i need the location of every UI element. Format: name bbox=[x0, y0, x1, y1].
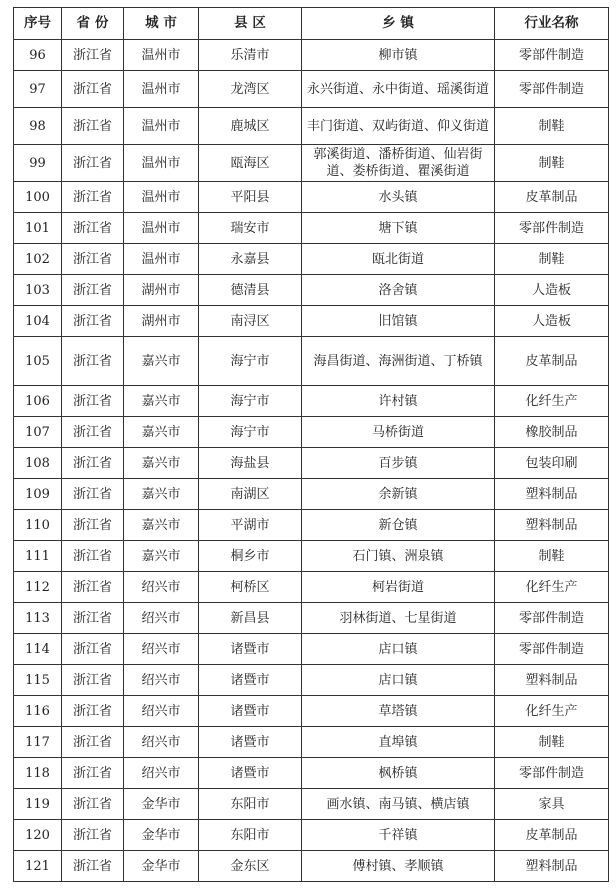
county-cell: 平阳县 bbox=[199, 182, 302, 213]
table-row bbox=[14, 108, 609, 145]
province-cell: 浙江省 bbox=[62, 417, 124, 448]
city-cell: 嘉兴市 bbox=[124, 417, 199, 448]
industry-cell: 零部件制造 bbox=[495, 603, 609, 634]
county-cell: 柯桥区 bbox=[199, 572, 302, 603]
town-cell: 新仓镇 bbox=[302, 510, 495, 541]
county-cell: 瑞安市 bbox=[199, 213, 302, 244]
county-cell: 诸暨市 bbox=[199, 727, 302, 758]
province-cell: 浙江省 bbox=[62, 337, 124, 386]
industry-cell: 塑料制品 bbox=[495, 510, 609, 541]
industry-cell: 皮革制品 bbox=[495, 182, 609, 213]
county-cell: 海盐县 bbox=[199, 448, 302, 479]
province-cell: 浙江省 bbox=[62, 145, 124, 182]
table-row bbox=[14, 337, 609, 386]
county-cell: 海宁市 bbox=[199, 417, 302, 448]
row-number: 105 bbox=[14, 337, 62, 386]
row-number: 113 bbox=[14, 603, 62, 634]
row-number: 97 bbox=[14, 71, 62, 108]
table-row bbox=[14, 634, 609, 665]
row-number: 116 bbox=[14, 696, 62, 727]
city-cell: 温州市 bbox=[124, 40, 199, 71]
industry-cell: 制鞋 bbox=[495, 727, 609, 758]
table-row bbox=[14, 665, 609, 696]
city-cell: 温州市 bbox=[124, 213, 199, 244]
town-cell: 马桥街道 bbox=[302, 417, 495, 448]
city-cell: 绍兴市 bbox=[124, 727, 199, 758]
town-cell: 直埠镇 bbox=[302, 727, 495, 758]
industry-cell: 零部件制造 bbox=[495, 634, 609, 665]
city-cell: 嘉兴市 bbox=[124, 541, 199, 572]
industry-cell: 零部件制造 bbox=[495, 71, 609, 108]
county-cell: 东阳市 bbox=[199, 820, 302, 851]
city-cell: 温州市 bbox=[124, 145, 199, 182]
province-cell: 浙江省 bbox=[62, 758, 124, 789]
city-cell: 温州市 bbox=[124, 244, 199, 275]
town-cell: 水头镇 bbox=[302, 182, 495, 213]
row-number: 110 bbox=[14, 510, 62, 541]
industry-cell: 制鞋 bbox=[495, 541, 609, 572]
industry-cell: 零部件制造 bbox=[495, 40, 609, 71]
row-number: 109 bbox=[14, 479, 62, 510]
row-number: 101 bbox=[14, 213, 62, 244]
industry-cell: 化纤生产 bbox=[495, 572, 609, 603]
town-cell: 余新镇 bbox=[302, 479, 495, 510]
table-row bbox=[14, 40, 609, 71]
city-cell: 绍兴市 bbox=[124, 665, 199, 696]
city-cell: 嘉兴市 bbox=[124, 337, 199, 386]
city-cell: 绍兴市 bbox=[124, 634, 199, 665]
table-row bbox=[14, 851, 609, 882]
industry-cell: 制鞋 bbox=[495, 244, 609, 275]
table-row bbox=[14, 275, 609, 306]
city-cell: 绍兴市 bbox=[124, 572, 199, 603]
province-cell: 浙江省 bbox=[62, 448, 124, 479]
industry-cell: 塑料制品 bbox=[495, 479, 609, 510]
city-cell: 金华市 bbox=[124, 851, 199, 882]
town-cell: 洛舍镇 bbox=[302, 275, 495, 306]
table-row bbox=[14, 696, 609, 727]
county-cell: 德清县 bbox=[199, 275, 302, 306]
town-cell: 枫桥镇 bbox=[302, 758, 495, 789]
header-county: 县 区 bbox=[199, 8, 302, 40]
industry-cell: 制鞋 bbox=[495, 108, 609, 145]
province-cell: 浙江省 bbox=[62, 108, 124, 145]
table-row bbox=[14, 306, 609, 337]
city-cell: 嘉兴市 bbox=[124, 448, 199, 479]
city-cell: 湖州市 bbox=[124, 306, 199, 337]
province-cell: 浙江省 bbox=[62, 386, 124, 417]
row-number: 114 bbox=[14, 634, 62, 665]
province-cell: 浙江省 bbox=[62, 510, 124, 541]
county-cell: 平湖市 bbox=[199, 510, 302, 541]
town-cell: 店口镇 bbox=[302, 634, 495, 665]
town-cell: 旧馆镇 bbox=[302, 306, 495, 337]
table-row bbox=[14, 244, 609, 275]
town-cell: 画水镇、南马镇、横店镇 bbox=[302, 789, 495, 820]
header-industry: 行业名称 bbox=[495, 8, 609, 40]
city-cell: 嘉兴市 bbox=[124, 386, 199, 417]
row-number: 98 bbox=[14, 108, 62, 145]
town-cell: 店口镇 bbox=[302, 665, 495, 696]
province-cell: 浙江省 bbox=[62, 479, 124, 510]
industry-cell: 塑料制品 bbox=[495, 665, 609, 696]
county-cell: 鹿城区 bbox=[199, 108, 302, 145]
industry-cell: 皮革制品 bbox=[495, 820, 609, 851]
industry-cell: 家具 bbox=[495, 789, 609, 820]
city-cell: 金华市 bbox=[124, 789, 199, 820]
county-cell: 瓯海区 bbox=[199, 145, 302, 182]
industry-cell: 人造板 bbox=[495, 275, 609, 306]
province-cell: 浙江省 bbox=[62, 213, 124, 244]
table-body bbox=[14, 40, 609, 882]
county-cell: 新昌县 bbox=[199, 603, 302, 634]
province-cell: 浙江省 bbox=[62, 306, 124, 337]
city-cell: 绍兴市 bbox=[124, 696, 199, 727]
province-cell: 浙江省 bbox=[62, 541, 124, 572]
county-cell: 东阳市 bbox=[199, 789, 302, 820]
table-row bbox=[14, 572, 609, 603]
city-cell: 金华市 bbox=[124, 820, 199, 851]
row-number: 99 bbox=[14, 145, 62, 182]
row-number: 106 bbox=[14, 386, 62, 417]
city-cell: 温州市 bbox=[124, 71, 199, 108]
province-cell: 浙江省 bbox=[62, 665, 124, 696]
table-row bbox=[14, 758, 609, 789]
row-number: 100 bbox=[14, 182, 62, 213]
county-cell: 乐清市 bbox=[199, 40, 302, 71]
city-cell: 温州市 bbox=[124, 182, 199, 213]
town-cell: 石门镇、洲泉镇 bbox=[302, 541, 495, 572]
city-cell: 湖州市 bbox=[124, 275, 199, 306]
city-cell: 嘉兴市 bbox=[124, 479, 199, 510]
province-cell: 浙江省 bbox=[62, 182, 124, 213]
header-town: 乡 镇 bbox=[302, 8, 495, 40]
row-number: 118 bbox=[14, 758, 62, 789]
table-row bbox=[14, 603, 609, 634]
row-number: 117 bbox=[14, 727, 62, 758]
city-cell: 温州市 bbox=[124, 108, 199, 145]
table-row bbox=[14, 727, 609, 758]
county-cell: 海宁市 bbox=[199, 386, 302, 417]
town-cell: 永兴街道、永中街道、瑶溪街道 bbox=[302, 71, 495, 108]
table-row bbox=[14, 417, 609, 448]
town-cell: 许村镇 bbox=[302, 386, 495, 417]
town-cell: 柯岩街道 bbox=[302, 572, 495, 603]
row-number: 120 bbox=[14, 820, 62, 851]
industry-table-container bbox=[13, 7, 609, 882]
table-row bbox=[14, 541, 609, 572]
county-cell: 桐乡市 bbox=[199, 541, 302, 572]
table-row bbox=[14, 479, 609, 510]
county-cell: 南浔区 bbox=[199, 306, 302, 337]
town-cell: 草塔镇 bbox=[302, 696, 495, 727]
row-number: 119 bbox=[14, 789, 62, 820]
industry-cell: 化纤生产 bbox=[495, 696, 609, 727]
header-city: 城 市 bbox=[124, 8, 199, 40]
county-cell: 诸暨市 bbox=[199, 696, 302, 727]
header-no: 序号 bbox=[14, 8, 62, 40]
county-cell: 南湖区 bbox=[199, 479, 302, 510]
province-cell: 浙江省 bbox=[62, 603, 124, 634]
province-cell: 浙江省 bbox=[62, 851, 124, 882]
town-cell: 丰门街道、双屿街道、仰义街道 bbox=[302, 108, 495, 145]
county-cell: 诸暨市 bbox=[199, 758, 302, 789]
county-cell: 诸暨市 bbox=[199, 634, 302, 665]
town-cell: 郭溪街道、潘桥街道、仙岩街道、娄桥街道、瞿溪街道 bbox=[302, 145, 495, 182]
table-row bbox=[14, 213, 609, 244]
county-cell: 永嘉县 bbox=[199, 244, 302, 275]
industry-cell: 零部件制造 bbox=[495, 213, 609, 244]
table-row bbox=[14, 448, 609, 479]
province-cell: 浙江省 bbox=[62, 789, 124, 820]
row-number: 112 bbox=[14, 572, 62, 603]
county-cell: 诸暨市 bbox=[199, 665, 302, 696]
industry-cell: 化纤生产 bbox=[495, 386, 609, 417]
province-cell: 浙江省 bbox=[62, 696, 124, 727]
town-cell: 羽林街道、七星街道 bbox=[302, 603, 495, 634]
province-cell: 浙江省 bbox=[62, 244, 124, 275]
table-row bbox=[14, 182, 609, 213]
industry-table bbox=[13, 7, 609, 882]
province-cell: 浙江省 bbox=[62, 727, 124, 758]
town-cell: 瓯北街道 bbox=[302, 244, 495, 275]
table-row bbox=[14, 820, 609, 851]
row-number: 103 bbox=[14, 275, 62, 306]
row-number: 108 bbox=[14, 448, 62, 479]
province-cell: 浙江省 bbox=[62, 634, 124, 665]
city-cell: 绍兴市 bbox=[124, 758, 199, 789]
province-cell: 浙江省 bbox=[62, 820, 124, 851]
industry-cell: 包装印刷 bbox=[495, 448, 609, 479]
town-cell: 傅村镇、孝顺镇 bbox=[302, 851, 495, 882]
city-cell: 绍兴市 bbox=[124, 603, 199, 634]
header-row bbox=[14, 8, 609, 40]
row-number: 111 bbox=[14, 541, 62, 572]
industry-cell: 零部件制造 bbox=[495, 758, 609, 789]
table-row bbox=[14, 510, 609, 541]
town-cell: 千祥镇 bbox=[302, 820, 495, 851]
town-cell: 塘下镇 bbox=[302, 213, 495, 244]
row-number: 104 bbox=[14, 306, 62, 337]
city-cell: 嘉兴市 bbox=[124, 510, 199, 541]
table-row bbox=[14, 71, 609, 108]
province-cell: 浙江省 bbox=[62, 40, 124, 71]
row-number: 121 bbox=[14, 851, 62, 882]
header-province: 省 份 bbox=[62, 8, 124, 40]
row-number: 102 bbox=[14, 244, 62, 275]
row-number: 96 bbox=[14, 40, 62, 71]
table-row bbox=[14, 145, 609, 182]
province-cell: 浙江省 bbox=[62, 71, 124, 108]
industry-cell: 橡胶制品 bbox=[495, 417, 609, 448]
town-cell: 海昌街道、海洲街道、丁桥镇 bbox=[302, 337, 495, 386]
county-cell: 海宁市 bbox=[199, 337, 302, 386]
row-number: 115 bbox=[14, 665, 62, 696]
province-cell: 浙江省 bbox=[62, 275, 124, 306]
county-cell: 金东区 bbox=[199, 851, 302, 882]
industry-cell: 人造板 bbox=[495, 306, 609, 337]
row-number: 107 bbox=[14, 417, 62, 448]
table-row bbox=[14, 386, 609, 417]
industry-cell: 制鞋 bbox=[495, 145, 609, 182]
town-cell: 百步镇 bbox=[302, 448, 495, 479]
table-row bbox=[14, 789, 609, 820]
province-cell: 浙江省 bbox=[62, 572, 124, 603]
town-cell: 柳市镇 bbox=[302, 40, 495, 71]
industry-cell: 皮革制品 bbox=[495, 337, 609, 386]
county-cell: 龙湾区 bbox=[199, 71, 302, 108]
industry-cell: 塑料制品 bbox=[495, 851, 609, 882]
